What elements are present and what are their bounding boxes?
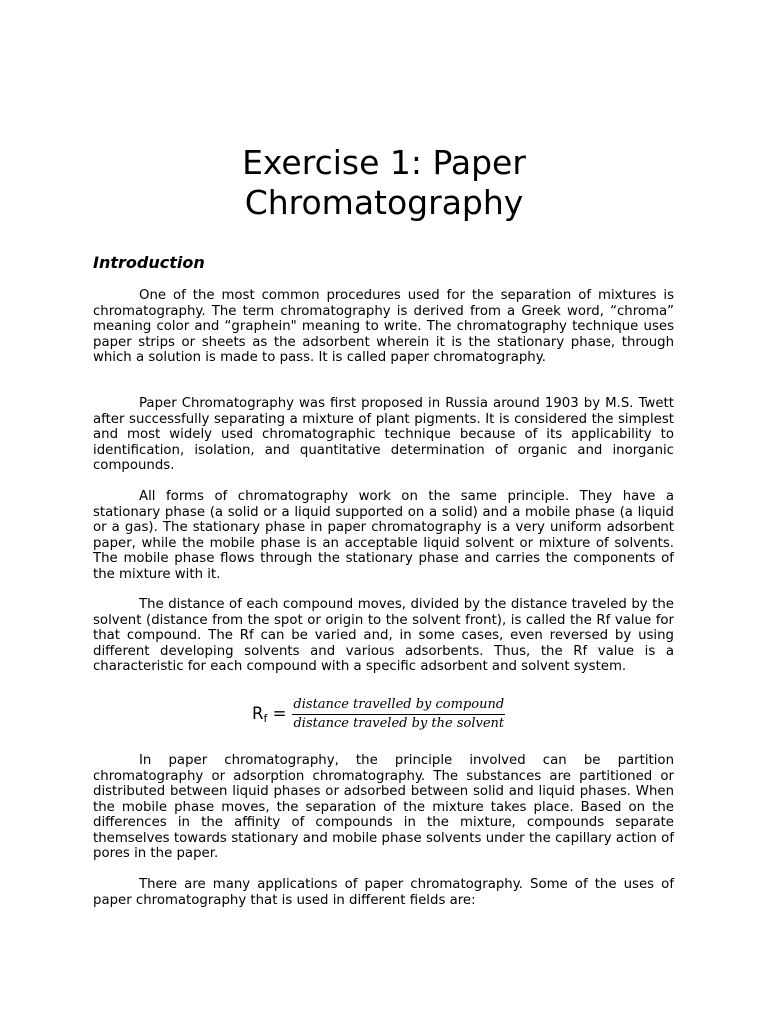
paragraph-5: In paper chromatography, the principle involved can be partition chromatography or adsorption chromatography. The substances are partitioned or distributed between liquid phases or adsorbed between solid and liquid phases. When the mobile phase moves, the separation of the mixture takes place. Based on the differences in the affinity of compounds in the mixture, compounds separate themselves towards stationary and mobile phase solvents under the capillary action of pores in the paper. xyxy=(93,753,674,861)
section-heading: Introduction xyxy=(93,253,205,272)
paragraph-1: One of the most common procedures used for the separation of mixtures is chromatography. The term chromatography is derived from a Greek word, “chroma” meaning color and “graphein" meaning to write. The chromatography technique uses paper strips or sheets as the adsorbent wherein it is the stationary phase, through which a solution is made to pass. It is called paper chromatography. xyxy=(93,288,674,365)
rf-formula xyxy=(252,697,505,731)
rf-fraction xyxy=(292,697,505,731)
title-line-1: Exercise 1: Paper xyxy=(242,143,526,182)
rf-symbol xyxy=(252,704,286,725)
title-line-2: Chromatography xyxy=(244,183,524,222)
rf-denominator: distance traveled by the solvent xyxy=(293,716,505,731)
rf-numerator: distance travelled by compound xyxy=(292,697,505,715)
paragraph-6: There are many applications of paper chromatography. Some of the uses of paper chromatography that is used in different fields are: xyxy=(93,877,674,908)
paragraph-4: The distance of each compound moves, divided by the distance traveled by the solvent (distance from the spot or origin to the solvent front), is called the Rf value for that compound. The Rf can be varied and, in some cases, even reversed by using different developing solvents and various adsorbents. Thus, the Rf value is a characteristic for each compound with a specific adsorbent and solvent system. xyxy=(93,597,674,674)
rf-subscript: f xyxy=(263,711,268,725)
paragraph-2: Paper Chromatography was first proposed in Russia around 1903 by M.S. Twett after successfully separating a mixture of plant pigments. It is considered the simplest and most widely used chromatographic technique because of its applicability to identification, isolation, and quantitative determination of organic and inorganic compounds. xyxy=(93,396,674,473)
rf-letter: R xyxy=(252,703,264,723)
rf-equals: = xyxy=(272,703,287,723)
paragraph-3: All forms of chromatography work on the same principle. They have a stationary phase (a solid or a liquid supported on a solid) and a mobile phase (a liquid or a gas). The stationary phase in paper chromatography is a very uniform adsorbent paper, while the mobile phase is an acceptable liquid solvent or mixture of solvents. The mobile phase flows through the stationary phase and carries the components of the mixture with it. xyxy=(93,489,674,582)
page-title xyxy=(93,143,675,223)
